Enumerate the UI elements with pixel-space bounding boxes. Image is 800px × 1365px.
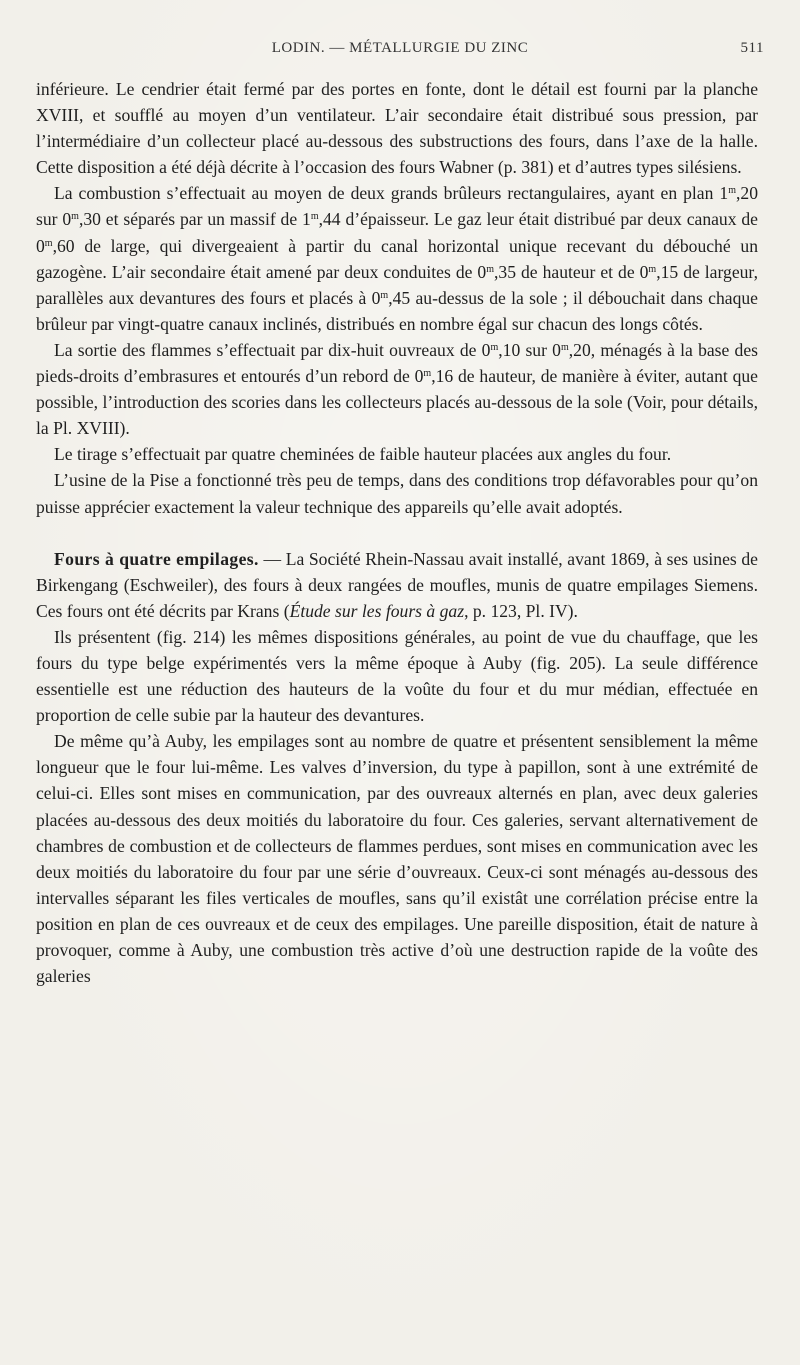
paragraph: L’usine de la Pise a fonctionné très peu de temps, dans des conditions trop défavorables pour qu’on puisse apprécier exactement la valeur technique des appareils qu’elle avait adoptés. — [36, 470, 758, 517]
section-gap — [36, 520, 758, 546]
paragraph: Ils présentent (fig. 214) les mêmes dispositions générales, au point de vue du chauffage, que les fours du type belge expérimentés vers la même époque à Auby (fig. 205). La seule différence essentielle est une réduction des hauteurs de la voûte du four et du mur médian, effectuée en proportion de celle subie par la hauteur des devantures. — [36, 626, 758, 726]
paragraph: Le tirage s’effectuait par quatre cheminées de faible hauteur placées aux angles du four. — [54, 444, 672, 465]
cited-title: Étude sur les fours à gaz — [289, 600, 465, 621]
paragraph: inférieure. Le cendrier était fermé par des portes en fonte, dont le détail est fourni par la planche XVIII, et soufflé au moyen d’un ventilateur. L’air secondaire était distribué sous pression, par l’intermédiaire d’un collecteur placé au-dessous des substructions des fours, dans l’axe de la halle. Cette disposition a été déjà décrite à l’occasion des fours Wabner (p. 381) et d’autres types silésiens. — [36, 79, 758, 178]
running-head — [36, 40, 764, 64]
page-number: 511 — [740, 40, 764, 56]
paragraph: De même qu’à Auby, les empilages sont au nombre de quatre et présentent sensiblement la même longueur que le four lui-même. Les valves d’inversion, du type à papillon, sont à une extrémité de celui-ci. Elles sont mises en communication, par des ouvreaux alternés en plan, avec deux galeries placées au-dessous des deux moitiés du laboratoire du four. Ces galeries, servant alternativement de chambres de combustion et de collecteurs de flammes perdues, sont mises en communication avec les deux moitiés du laboratoire du four par une série d’ouvreaux. Ceux-ci sont ménagés au-dessous des intervalles séparant les files verticales de moufles, sans qu’il existât une corrélation précise entre la position en plan de ces ouvreaux et de ceux des empilages. Une pareille disposition, était de nature à provoquer, comme à Auby, une combustion très active d’où une destruction rapide de la voûte des galeries — [36, 731, 758, 987]
paragraph: Fours à quatre empilages. — La Société Rhein-Nassau avait installé, avant 1869, à ses usines de Birkengang (Eschweiler), des fours à deux rangées de moufles, munis de quatre empilages Siemens. Ces fours ont été décrits par Krans (Étude sur les fours à gaz, p. 123, Pl. IV). — [36, 548, 758, 621]
section-heading: Fours à quatre empilages. — [54, 548, 259, 569]
body-text — [36, 76, 758, 989]
paragraph: La combustion s’effectuait au moyen de deux grands brûleurs rectangulaires, ayant en plan 1$^m$,20 sur 0$^m$,30 et séparés par un massif de 1$^m$,44 d’épaisseur. Le gaz leur était distribué par deux canaux de 0$^m$,60 de large, qui divergeaient à partir du canal horizontal unique recevant du débouché un gazogène. L’air secondaire était amené par deux conduites de 0$^m$,35 de hauteur et de 0$^m$,15 de largeur, parallèles aux devantures des fours et placés à 0$^m$,45 au-dessus de la sole ; il débouchait dans chaque brûleur par vingt-quatre canaux inclinés, distribués en nombre égal sur chacun des longs côtés. — [36, 183, 758, 334]
paragraph: La sortie des flammes s’effectuait par dix-huit ouvreaux de 0$^m$,10 sur 0$^m$,20, ménagés à la base des pieds-droits d’embrasures et entourés d’un rebord de 0$^m$,16 de hauteur, de manière à éviter, autant que possible, l’introduction des scories dans les collecteurs placés au-dessous de la sole (Voir, pour détails, la Pl. XVIII). — [36, 339, 759, 439]
running-title: LODIN. — MÉTALLURGIE DU ZINC — [271, 40, 529, 56]
